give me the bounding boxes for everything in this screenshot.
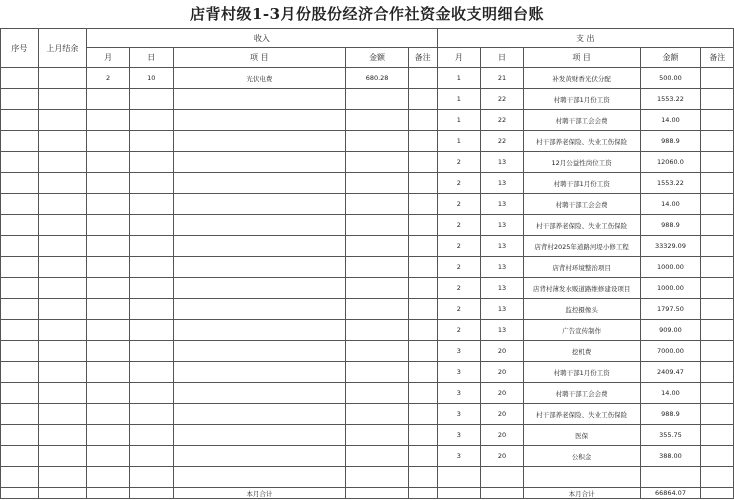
expense-item-cell: 监控摄像头 bbox=[523, 299, 640, 320]
prev-balance-cell bbox=[38, 257, 87, 278]
income-amount-cell bbox=[346, 362, 409, 383]
expense-note-cell bbox=[701, 425, 734, 446]
expense-item-cell: 村干部养老保险、失业工伤保险 bbox=[523, 131, 640, 152]
prev-balance-cell bbox=[38, 299, 87, 320]
income-amount-cell bbox=[346, 236, 409, 257]
expense-day-cell: 13 bbox=[481, 299, 524, 320]
income-amount-cell bbox=[346, 215, 409, 236]
expense-month-cell: 2 bbox=[437, 152, 481, 173]
income-month-cell bbox=[87, 446, 130, 467]
expense-amount-cell: 988.9 bbox=[640, 215, 701, 236]
income-item-cell bbox=[173, 194, 346, 215]
income-month-cell bbox=[87, 362, 130, 383]
income-amount-cell bbox=[346, 299, 409, 320]
income-day-cell bbox=[129, 131, 173, 152]
expense-month-cell: 2 bbox=[437, 215, 481, 236]
table-row bbox=[1, 173, 734, 194]
income-amount-cell bbox=[346, 131, 409, 152]
header-income-day: 日 bbox=[129, 48, 173, 68]
income-month-cell bbox=[87, 320, 130, 341]
expense-note-cell bbox=[701, 131, 734, 152]
income-day-cell bbox=[129, 488, 173, 499]
prev-balance-cell bbox=[38, 383, 87, 404]
prev-balance-cell bbox=[38, 488, 87, 499]
expense-item-cell: 公积金 bbox=[523, 446, 640, 467]
expense-day-cell: 13 bbox=[481, 278, 524, 299]
expense-day-cell: 20 bbox=[481, 446, 524, 467]
income-note-cell bbox=[409, 341, 437, 362]
prev-balance-cell bbox=[38, 446, 87, 467]
expense-amount-cell: 988.9 bbox=[640, 131, 701, 152]
income-note-cell bbox=[409, 446, 437, 467]
header-income-month: 月 bbox=[87, 48, 130, 68]
income-total-label: 本月合计 bbox=[173, 488, 346, 499]
expense-note-cell bbox=[701, 488, 734, 499]
expense-day-cell: 13 bbox=[481, 173, 524, 194]
income-item-cell bbox=[173, 341, 346, 362]
header-expense-amount: 金额 bbox=[640, 48, 701, 68]
expense-day-cell: 13 bbox=[481, 194, 524, 215]
expense-item-cell: 村干部养老保险、失业工伤保险 bbox=[523, 215, 640, 236]
header-expense-month: 月 bbox=[437, 48, 481, 68]
expense-note-cell bbox=[701, 110, 734, 131]
seq-cell bbox=[1, 89, 39, 110]
income-day-cell bbox=[129, 173, 173, 194]
expense-day-cell: 20 bbox=[481, 425, 524, 446]
expense-day-cell: 21 bbox=[481, 68, 524, 89]
income-day-cell bbox=[129, 89, 173, 110]
expense-note-cell bbox=[701, 362, 734, 383]
prev-balance-cell bbox=[38, 320, 87, 341]
prev-balance-cell bbox=[38, 152, 87, 173]
income-note-cell bbox=[409, 257, 437, 278]
income-day-cell bbox=[129, 215, 173, 236]
income-month-cell: 2 bbox=[87, 68, 130, 89]
expense-note-cell bbox=[701, 467, 734, 488]
income-item-cell bbox=[173, 215, 346, 236]
income-item-cell bbox=[173, 446, 346, 467]
income-item-cell bbox=[173, 404, 346, 425]
income-day-cell bbox=[129, 320, 173, 341]
ledger-title: 店背村级1-3月份股份经济合作社资金收支明细台账 bbox=[189, 5, 545, 23]
income-amount-cell bbox=[346, 341, 409, 362]
income-amount-cell bbox=[346, 404, 409, 425]
income-month-cell bbox=[87, 425, 130, 446]
seq-cell bbox=[1, 173, 39, 194]
expense-amount-cell: 12060.0 bbox=[640, 152, 701, 173]
income-item-cell bbox=[173, 362, 346, 383]
table-row bbox=[1, 404, 734, 425]
expense-note-cell bbox=[701, 299, 734, 320]
expense-month-cell: 1 bbox=[437, 110, 481, 131]
prev-balance-cell bbox=[38, 110, 87, 131]
income-item-cell bbox=[173, 236, 346, 257]
expense-month-cell: 3 bbox=[437, 404, 481, 425]
seq-cell bbox=[1, 215, 39, 236]
prev-balance-cell bbox=[38, 341, 87, 362]
seq-cell bbox=[1, 110, 39, 131]
prev-balance-cell bbox=[38, 467, 87, 488]
expense-day-cell: 13 bbox=[481, 152, 524, 173]
table-row bbox=[1, 131, 734, 152]
expense-day-cell: 22 bbox=[481, 110, 524, 131]
income-day-cell bbox=[129, 236, 173, 257]
seq-cell bbox=[1, 320, 39, 341]
income-month-cell bbox=[87, 467, 130, 488]
seq-cell bbox=[1, 425, 39, 446]
expense-amount-cell: 33329.09 bbox=[640, 236, 701, 257]
expense-amount-cell: 1553.22 bbox=[640, 89, 701, 110]
table-row bbox=[1, 152, 734, 173]
table-row bbox=[1, 215, 734, 236]
income-note-cell bbox=[409, 215, 437, 236]
expense-item-cell: 村聘干部工会会费 bbox=[523, 110, 640, 131]
income-amount-cell bbox=[346, 467, 409, 488]
expense-note-cell bbox=[701, 194, 734, 215]
expense-month-cell: 2 bbox=[437, 173, 481, 194]
income-month-cell bbox=[87, 383, 130, 404]
seq-cell bbox=[1, 131, 39, 152]
seq-cell bbox=[1, 278, 39, 299]
seq-cell bbox=[1, 488, 39, 499]
expense-note-cell bbox=[701, 236, 734, 257]
expense-amount-cell: 14.00 bbox=[640, 110, 701, 131]
expense-amount-cell: 7000.00 bbox=[640, 341, 701, 362]
income-month-cell bbox=[87, 341, 130, 362]
expense-item-cell: 店背村薄发水贩道路维修建设项目 bbox=[523, 278, 640, 299]
table-row bbox=[1, 278, 734, 299]
expense-item-cell: 店背村环境整治项目 bbox=[523, 257, 640, 278]
expense-day-cell: 13 bbox=[481, 215, 524, 236]
table-row bbox=[1, 446, 734, 467]
table-row bbox=[1, 89, 734, 110]
expense-item-cell: 医保 bbox=[523, 425, 640, 446]
income-day-cell bbox=[129, 152, 173, 173]
expense-item-cell: 村聘干部1月份工资 bbox=[523, 362, 640, 383]
income-amount-cell bbox=[346, 446, 409, 467]
income-amount-cell bbox=[346, 320, 409, 341]
expense-month-cell bbox=[437, 467, 481, 488]
expense-amount-cell: 388.00 bbox=[640, 446, 701, 467]
income-item-cell: 光伏电费 bbox=[173, 68, 346, 89]
header-expense-note: 备注 bbox=[701, 48, 734, 68]
income-note-cell bbox=[409, 68, 437, 89]
expense-day-cell: 20 bbox=[481, 383, 524, 404]
expense-amount-cell: 355.75 bbox=[640, 425, 701, 446]
expense-item-cell: 村聘干部1月份工资 bbox=[523, 173, 640, 194]
expense-item-cell: 广告宣传制作 bbox=[523, 320, 640, 341]
table-row bbox=[1, 467, 734, 488]
expense-item-cell: 村聘干部工会会费 bbox=[523, 194, 640, 215]
seq-cell bbox=[1, 299, 39, 320]
income-note-cell bbox=[409, 383, 437, 404]
expense-month-cell: 1 bbox=[437, 131, 481, 152]
expense-total-label: 本月合计 bbox=[523, 488, 640, 499]
header-income-item: 项 目 bbox=[173, 48, 346, 68]
seq-cell bbox=[1, 467, 39, 488]
prev-balance-cell bbox=[38, 215, 87, 236]
expense-day-cell: 22 bbox=[481, 89, 524, 110]
income-month-cell bbox=[87, 110, 130, 131]
seq-cell bbox=[1, 68, 39, 89]
prev-balance-cell bbox=[38, 278, 87, 299]
expense-note-cell bbox=[701, 68, 734, 89]
income-month-cell bbox=[87, 488, 130, 499]
expense-amount-cell: 500.00 bbox=[640, 68, 701, 89]
income-note-cell bbox=[409, 404, 437, 425]
expense-month-cell bbox=[437, 488, 481, 499]
income-day-cell bbox=[129, 446, 173, 467]
seq-cell bbox=[1, 152, 39, 173]
income-note-cell bbox=[409, 425, 437, 446]
income-note-cell bbox=[409, 467, 437, 488]
income-day-cell bbox=[129, 425, 173, 446]
income-amount-cell bbox=[346, 257, 409, 278]
header-income-note: 备注 bbox=[409, 48, 437, 68]
income-item-cell bbox=[173, 278, 346, 299]
prev-balance-cell bbox=[38, 194, 87, 215]
income-day-cell bbox=[129, 404, 173, 425]
income-amount-cell bbox=[346, 278, 409, 299]
income-note-cell bbox=[409, 89, 437, 110]
header-income-amount: 金额 bbox=[346, 48, 409, 68]
seq-cell bbox=[1, 257, 39, 278]
expense-note-cell bbox=[701, 215, 734, 236]
expense-item-cell: 村干部养老保险、失业工伤保险 bbox=[523, 404, 640, 425]
income-item-cell bbox=[173, 152, 346, 173]
table-row bbox=[1, 110, 734, 131]
expense-month-cell: 2 bbox=[437, 194, 481, 215]
income-item-cell bbox=[173, 299, 346, 320]
seq-cell bbox=[1, 236, 39, 257]
expense-month-cell: 3 bbox=[437, 425, 481, 446]
prev-balance-cell bbox=[38, 89, 87, 110]
expense-month-cell: 2 bbox=[437, 257, 481, 278]
expense-month-cell: 3 bbox=[437, 383, 481, 404]
expense-amount-cell: 14.00 bbox=[640, 194, 701, 215]
income-item-cell bbox=[173, 257, 346, 278]
income-note-cell bbox=[409, 299, 437, 320]
totals-row bbox=[1, 488, 734, 499]
table-row bbox=[1, 257, 734, 278]
expense-note-cell bbox=[701, 89, 734, 110]
income-note-cell bbox=[409, 173, 437, 194]
expense-day-cell: 13 bbox=[481, 236, 524, 257]
income-item-cell bbox=[173, 425, 346, 446]
income-day-cell bbox=[129, 194, 173, 215]
expense-month-cell: 1 bbox=[437, 89, 481, 110]
expense-total-amount: 66864.07 bbox=[640, 488, 701, 499]
expense-day-cell bbox=[481, 467, 524, 488]
income-amount-cell bbox=[346, 194, 409, 215]
expense-amount-cell: 2409.47 bbox=[640, 362, 701, 383]
expense-note-cell bbox=[701, 152, 734, 173]
prev-balance-cell bbox=[38, 404, 87, 425]
table-row bbox=[1, 362, 734, 383]
header-prev-balance: 上月结余 bbox=[38, 29, 87, 68]
income-month-cell bbox=[87, 215, 130, 236]
expense-amount-cell: 1000.00 bbox=[640, 278, 701, 299]
income-amount-cell bbox=[346, 425, 409, 446]
income-note-cell bbox=[409, 194, 437, 215]
expense-amount-cell bbox=[640, 467, 701, 488]
income-month-cell bbox=[87, 278, 130, 299]
expense-amount-cell: 909.00 bbox=[640, 320, 701, 341]
expense-day-cell: 22 bbox=[481, 131, 524, 152]
income-item-cell bbox=[173, 131, 346, 152]
expense-day-cell: 13 bbox=[481, 320, 524, 341]
income-month-cell bbox=[87, 194, 130, 215]
prev-balance-cell bbox=[38, 362, 87, 383]
expense-day-cell: 20 bbox=[481, 362, 524, 383]
expense-day-cell: 20 bbox=[481, 404, 524, 425]
header-income: 收入 bbox=[87, 29, 437, 48]
income-day-cell bbox=[129, 299, 173, 320]
income-item-cell bbox=[173, 467, 346, 488]
income-note-cell bbox=[409, 131, 437, 152]
income-month-cell bbox=[87, 152, 130, 173]
income-item-cell bbox=[173, 173, 346, 194]
income-day-cell bbox=[129, 467, 173, 488]
expense-amount-cell: 1553.22 bbox=[640, 173, 701, 194]
income-day-cell bbox=[129, 341, 173, 362]
table-row bbox=[1, 320, 734, 341]
income-month-cell bbox=[87, 89, 130, 110]
seq-cell bbox=[1, 194, 39, 215]
table-row bbox=[1, 236, 734, 257]
prev-balance-cell bbox=[38, 425, 87, 446]
expense-item-cell: 挖机费 bbox=[523, 341, 640, 362]
income-item-cell bbox=[173, 110, 346, 131]
header-expense-day: 日 bbox=[481, 48, 524, 68]
seq-cell bbox=[1, 362, 39, 383]
income-amount-cell: 680.28 bbox=[346, 68, 409, 89]
expense-month-cell: 2 bbox=[437, 236, 481, 257]
header-seq: 序号 bbox=[1, 29, 39, 68]
table-row bbox=[1, 341, 734, 362]
expense-item-cell: 店背村2025年道路河堤小修工程 bbox=[523, 236, 640, 257]
expense-month-cell: 3 bbox=[437, 446, 481, 467]
income-month-cell bbox=[87, 299, 130, 320]
expense-note-cell bbox=[701, 383, 734, 404]
expense-amount-cell: 988.9 bbox=[640, 404, 701, 425]
expense-note-cell bbox=[701, 320, 734, 341]
header-expense-item: 项 目 bbox=[523, 48, 640, 68]
expense-month-cell: 2 bbox=[437, 320, 481, 341]
income-note-cell bbox=[409, 362, 437, 383]
income-item-cell bbox=[173, 383, 346, 404]
expense-note-cell bbox=[701, 446, 734, 467]
income-day-cell bbox=[129, 110, 173, 131]
income-note-cell bbox=[409, 152, 437, 173]
expense-item-cell: 补发黄财香光伏分配 bbox=[523, 68, 640, 89]
expense-note-cell bbox=[701, 278, 734, 299]
expense-month-cell: 3 bbox=[437, 362, 481, 383]
expense-month-cell: 2 bbox=[437, 278, 481, 299]
income-month-cell bbox=[87, 131, 130, 152]
table-row bbox=[1, 299, 734, 320]
expense-amount-cell: 1797.50 bbox=[640, 299, 701, 320]
expense-amount-cell: 14.00 bbox=[640, 383, 701, 404]
expense-amount-cell: 1000.00 bbox=[640, 257, 701, 278]
income-amount-cell bbox=[346, 110, 409, 131]
income-total-amount bbox=[346, 488, 409, 499]
income-day-cell bbox=[129, 383, 173, 404]
income-day-cell bbox=[129, 362, 173, 383]
expense-month-cell: 3 bbox=[437, 341, 481, 362]
seq-cell bbox=[1, 446, 39, 467]
income-item-cell bbox=[173, 89, 346, 110]
income-day-cell bbox=[129, 278, 173, 299]
seq-cell bbox=[1, 404, 39, 425]
income-amount-cell bbox=[346, 89, 409, 110]
prev-balance-cell bbox=[38, 131, 87, 152]
table-row bbox=[1, 425, 734, 446]
income-note-cell bbox=[409, 488, 437, 499]
income-note-cell bbox=[409, 278, 437, 299]
table-row bbox=[1, 68, 734, 89]
income-note-cell bbox=[409, 320, 437, 341]
expense-day-cell: 20 bbox=[481, 341, 524, 362]
expense-item-cell: 村聘干部工会会费 bbox=[523, 383, 640, 404]
header-expense: 支 出 bbox=[437, 29, 734, 48]
expense-item-cell: 村聘干部1月份工资 bbox=[523, 89, 640, 110]
income-month-cell bbox=[87, 173, 130, 194]
expense-month-cell: 2 bbox=[437, 299, 481, 320]
expense-month-cell: 1 bbox=[437, 68, 481, 89]
seq-cell bbox=[1, 383, 39, 404]
income-day-cell: 10 bbox=[129, 68, 173, 89]
income-item-cell bbox=[173, 320, 346, 341]
expense-note-cell bbox=[701, 257, 734, 278]
table-row bbox=[1, 194, 734, 215]
prev-balance-cell bbox=[38, 68, 87, 89]
expense-note-cell bbox=[701, 404, 734, 425]
expense-day-cell: 13 bbox=[481, 257, 524, 278]
expense-item-cell bbox=[523, 467, 640, 488]
table-row bbox=[1, 383, 734, 404]
income-note-cell bbox=[409, 110, 437, 131]
income-day-cell bbox=[129, 257, 173, 278]
income-amount-cell bbox=[346, 152, 409, 173]
income-month-cell bbox=[87, 257, 130, 278]
expense-note-cell bbox=[701, 341, 734, 362]
prev-balance-cell bbox=[38, 236, 87, 257]
ledger-table bbox=[0, 28, 734, 499]
expense-day-cell bbox=[481, 488, 524, 499]
income-month-cell bbox=[87, 236, 130, 257]
expense-note-cell bbox=[701, 173, 734, 194]
seq-cell bbox=[1, 341, 39, 362]
income-note-cell bbox=[409, 236, 437, 257]
income-amount-cell bbox=[346, 383, 409, 404]
income-month-cell bbox=[87, 404, 130, 425]
prev-balance-cell bbox=[38, 173, 87, 194]
expense-item-cell: 12月公益性岗位工资 bbox=[523, 152, 640, 173]
income-amount-cell bbox=[346, 173, 409, 194]
